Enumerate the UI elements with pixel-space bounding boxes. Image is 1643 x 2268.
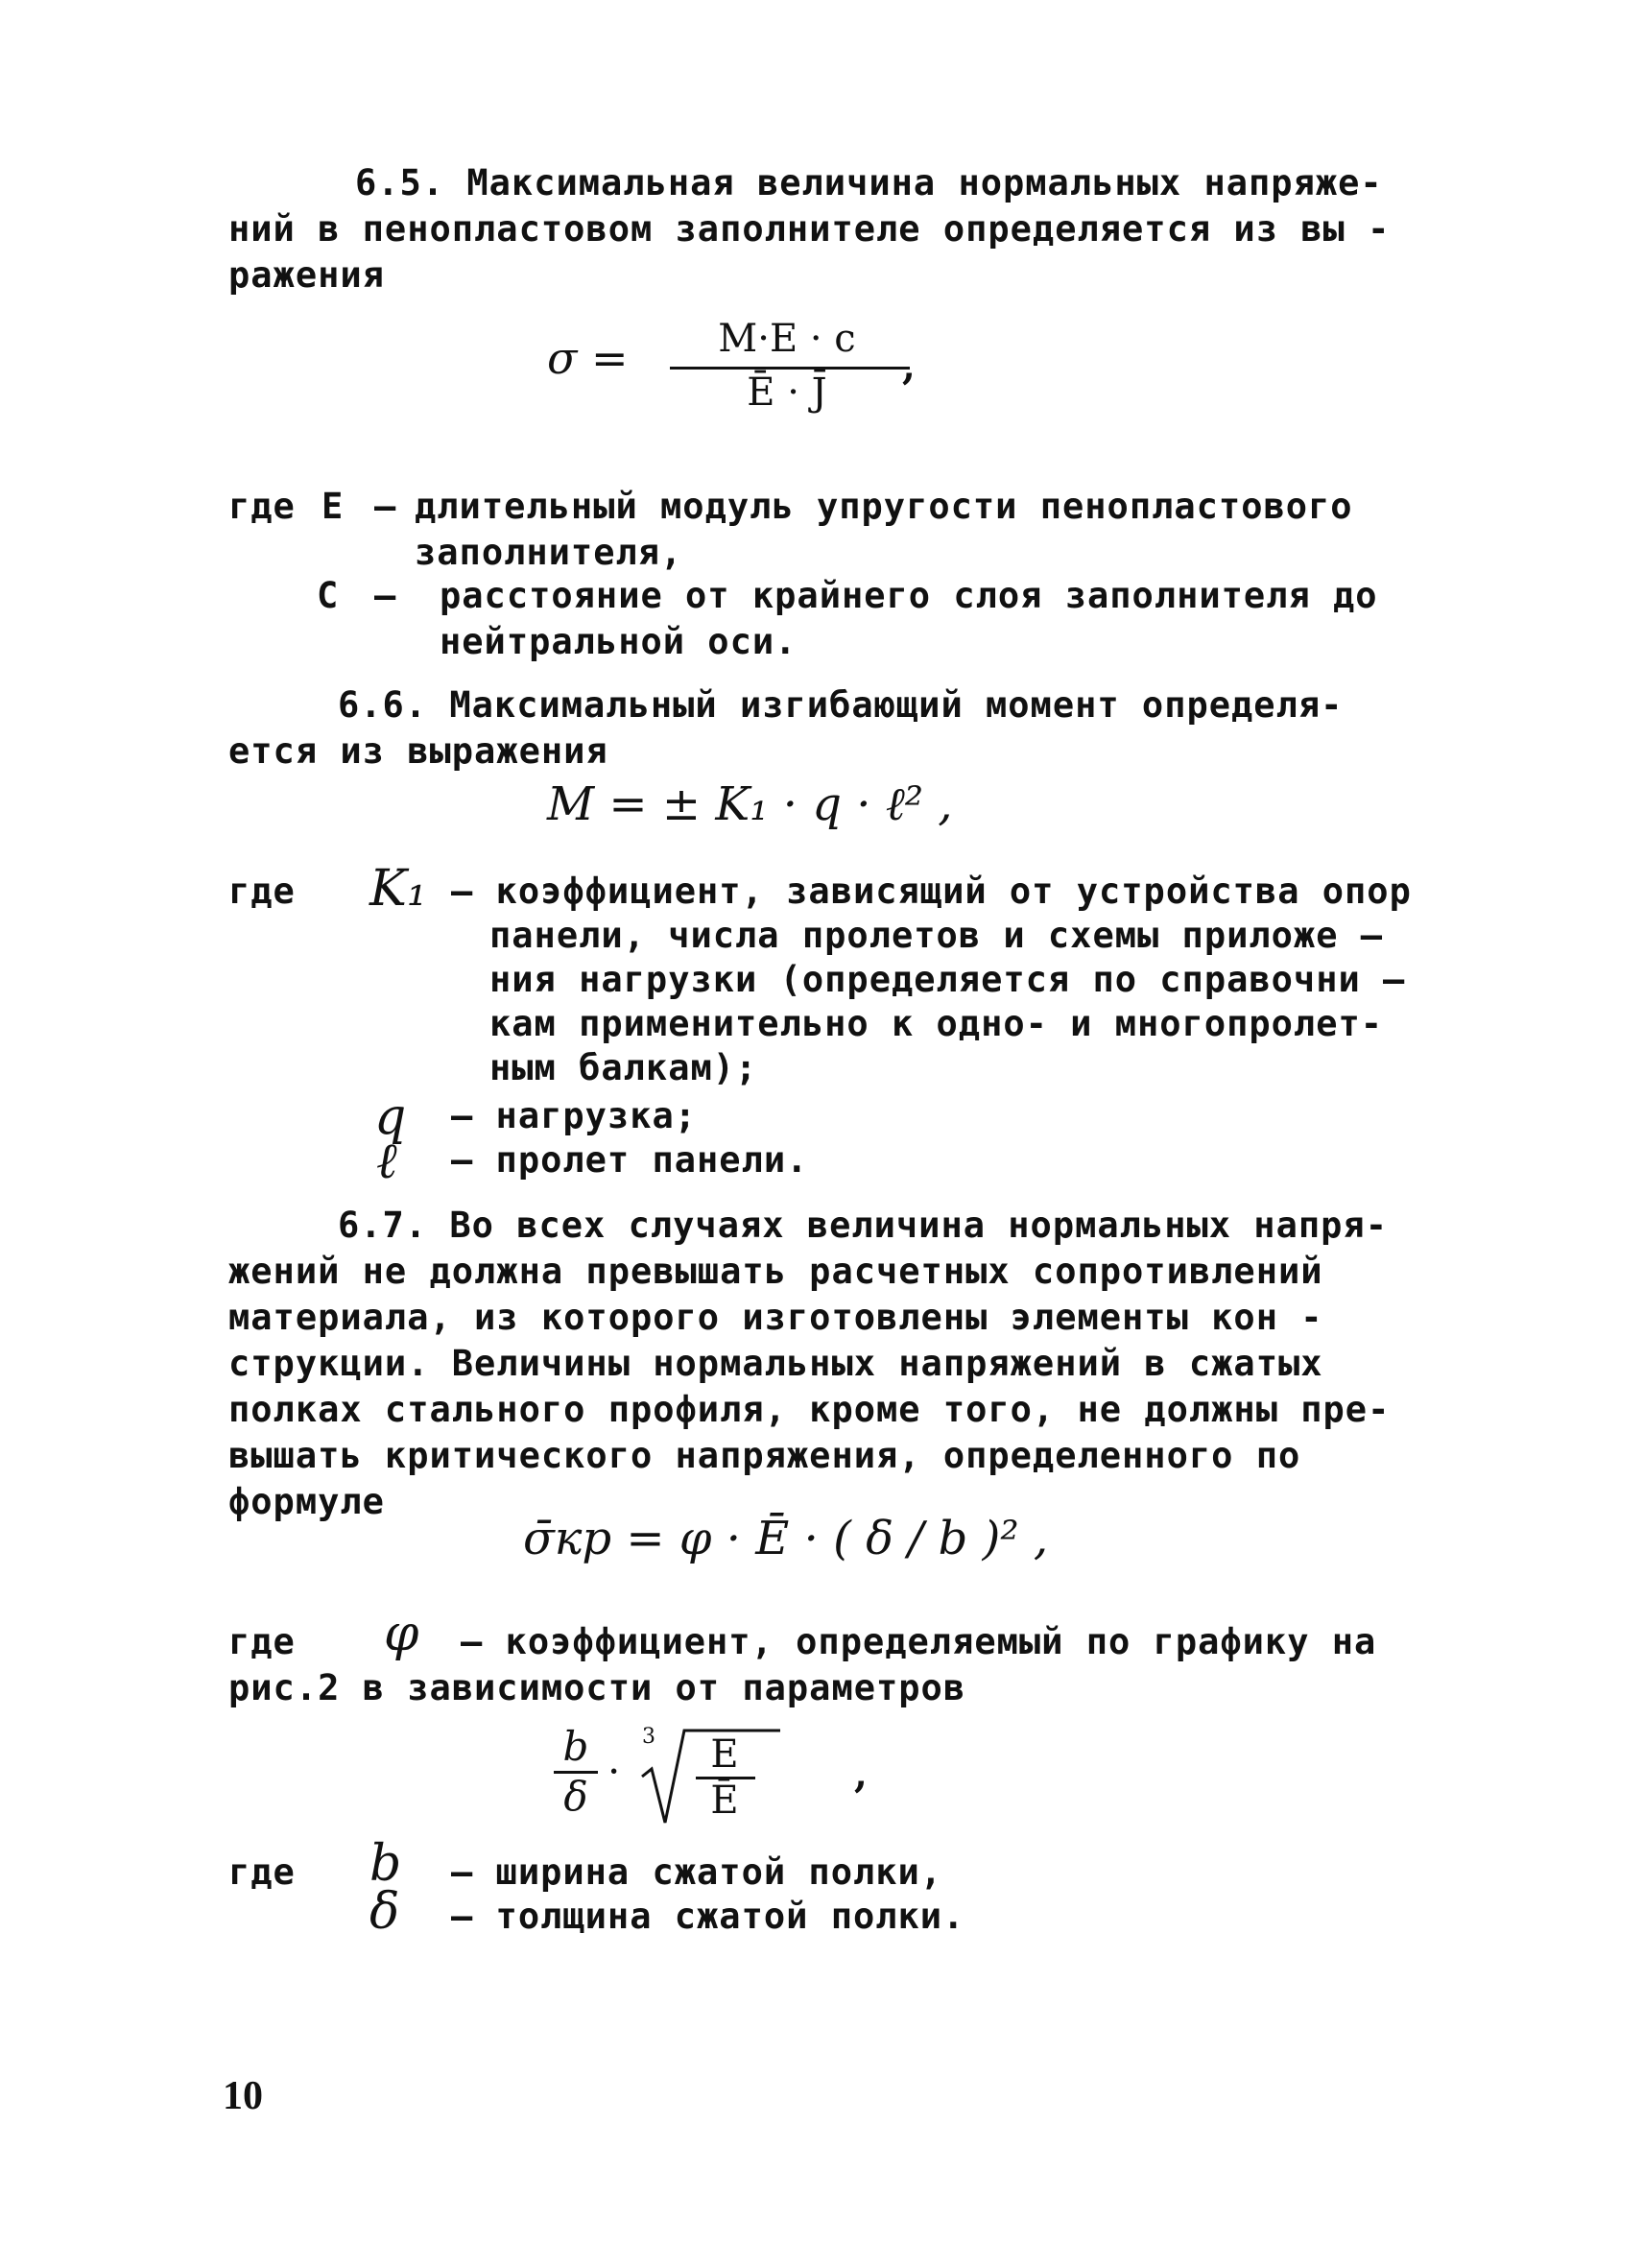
- formula-critical-comma: ,: [1033, 1512, 1049, 1565]
- defs-6-5-e-text-2: заполнителя,: [415, 532, 683, 573]
- formula-sigma-denominator: Ē · J̄: [747, 370, 827, 415]
- defs-6-7-where: где: [228, 1621, 296, 1662]
- formula-critical-stress: [523, 1512, 1048, 1565]
- section-6-7-line-5: полках стального профиля, кроме того, не должны пре-: [228, 1389, 1391, 1430]
- defs-params-b-text: – ширина сжатой полки,: [451, 1851, 943, 1893]
- formula-parameters: [552, 1723, 897, 1828]
- section-6-7-line-6: вышать критического напряжения, определенного по: [228, 1435, 1301, 1476]
- formula-params-dot: ·: [607, 1748, 621, 1795]
- section-6-7-line-3: материала, из которого изготовлены элементы кон -: [228, 1297, 1323, 1338]
- defs-6-6-l-symbol: ℓ: [376, 1133, 397, 1190]
- section-6-6-line-2: ется из выражения: [228, 730, 608, 772]
- defs-6-5-e-dash: –: [374, 486, 397, 527]
- formula-params-right-numerator: E: [710, 1732, 739, 1777]
- formula-moment-comma: ,: [938, 777, 953, 831]
- section-6-5-line-2: ний в пенопластовом заполнителе определяется из вы -: [228, 208, 1391, 250]
- defs-6-6-q-symbol: q: [374, 1088, 407, 1146]
- defs-6-6-k-text-2: панели, числа пролетов и схемы приложе –: [489, 915, 1384, 956]
- formula-sigma-comma: ,: [902, 344, 916, 389]
- defs-6-5-c-text-2: нейтральной оси.: [440, 621, 798, 662]
- section-6-6-line-1: 6.6. Максимальный изгибающий момент определя-: [338, 684, 1344, 726]
- defs-params-d-text: – толщина сжатой полки.: [451, 1896, 965, 1937]
- section-6-7-line-7: формуле: [228, 1481, 385, 1522]
- defs-6-6-l-text: – пролет панели.: [451, 1139, 809, 1181]
- defs-6-5-e-text-1: длительный модуль упругости пенопластового: [415, 486, 1353, 527]
- defs-6-7-line-2: рис.2 в зависимости от параметров: [228, 1667, 966, 1708]
- formula-params-root-index: 3: [642, 1725, 655, 1749]
- page-number: 10: [223, 2074, 263, 2118]
- defs-6-7-phi-symbol: φ: [384, 1605, 419, 1662]
- formula-moment-expression: M = ± K₁ · q · ℓ²: [547, 777, 923, 831]
- formula-critical-expression: σ̄кр = φ · Ē · ( δ / b )²: [523, 1512, 1019, 1565]
- formula-moment: [547, 777, 953, 831]
- formula-params-left-denominator: δ: [563, 1773, 588, 1820]
- formula-sigma: [547, 317, 950, 422]
- defs-6-5-where: где: [228, 486, 296, 527]
- defs-6-5-c-text-1: расстояние от крайнего слоя заполнителя до: [440, 575, 1378, 616]
- defs-params-d-symbol: δ: [369, 1883, 400, 1941]
- formula-params-comma: ,: [854, 1752, 868, 1797]
- defs-6-5-e-symbol: E: [321, 486, 345, 527]
- defs-params-where: где: [228, 1851, 296, 1893]
- defs-6-5-c-symbol: C: [317, 575, 340, 616]
- defs-6-6-k-text-4: кам применительно к одно- и многопролет-: [489, 1003, 1384, 1044]
- defs-6-6-where: где: [228, 871, 296, 912]
- formula-params-right-denominator: Ē: [710, 1779, 739, 1823]
- defs-params-b-symbol: b: [369, 1835, 402, 1893]
- section-6-7-line-1: 6.7. Во всех случаях величина нормальных напря-: [338, 1205, 1388, 1246]
- formula-params-left-numerator: b: [562, 1723, 589, 1770]
- formula-sigma-numerator: M·E · c: [718, 317, 856, 361]
- defs-6-6-k-text-3: ния нагрузки (определяется по справочни –: [489, 959, 1406, 1000]
- defs-6-6-q-text: – нагрузка;: [451, 1095, 698, 1136]
- defs-6-6-k-text-1: – коэффициент, зависящий от устройства опор: [451, 871, 1412, 912]
- section-6-7-line-4: струкции. Величины нормальных напряжений в сжатых: [228, 1343, 1323, 1384]
- defs-6-6-k-symbol: K₁: [369, 860, 427, 918]
- section-6-5-line-1: 6.5. Максимальная величина нормальных напряже-: [355, 162, 1383, 203]
- defs-6-6-k-text-5: ным балкам);: [489, 1047, 758, 1088]
- formula-sigma-lhs: σ =: [547, 332, 629, 384]
- defs-6-7-phi-text: – коэффициент, определяемый по графику на: [461, 1621, 1377, 1662]
- formula-sigma-fraction-bar: [670, 367, 910, 370]
- defs-6-5-c-dash: –: [374, 575, 397, 616]
- section-6-5-line-3: ражения: [228, 254, 385, 296]
- section-6-7-line-2: жений не должна превышать расчетных сопротивлений: [228, 1251, 1323, 1292]
